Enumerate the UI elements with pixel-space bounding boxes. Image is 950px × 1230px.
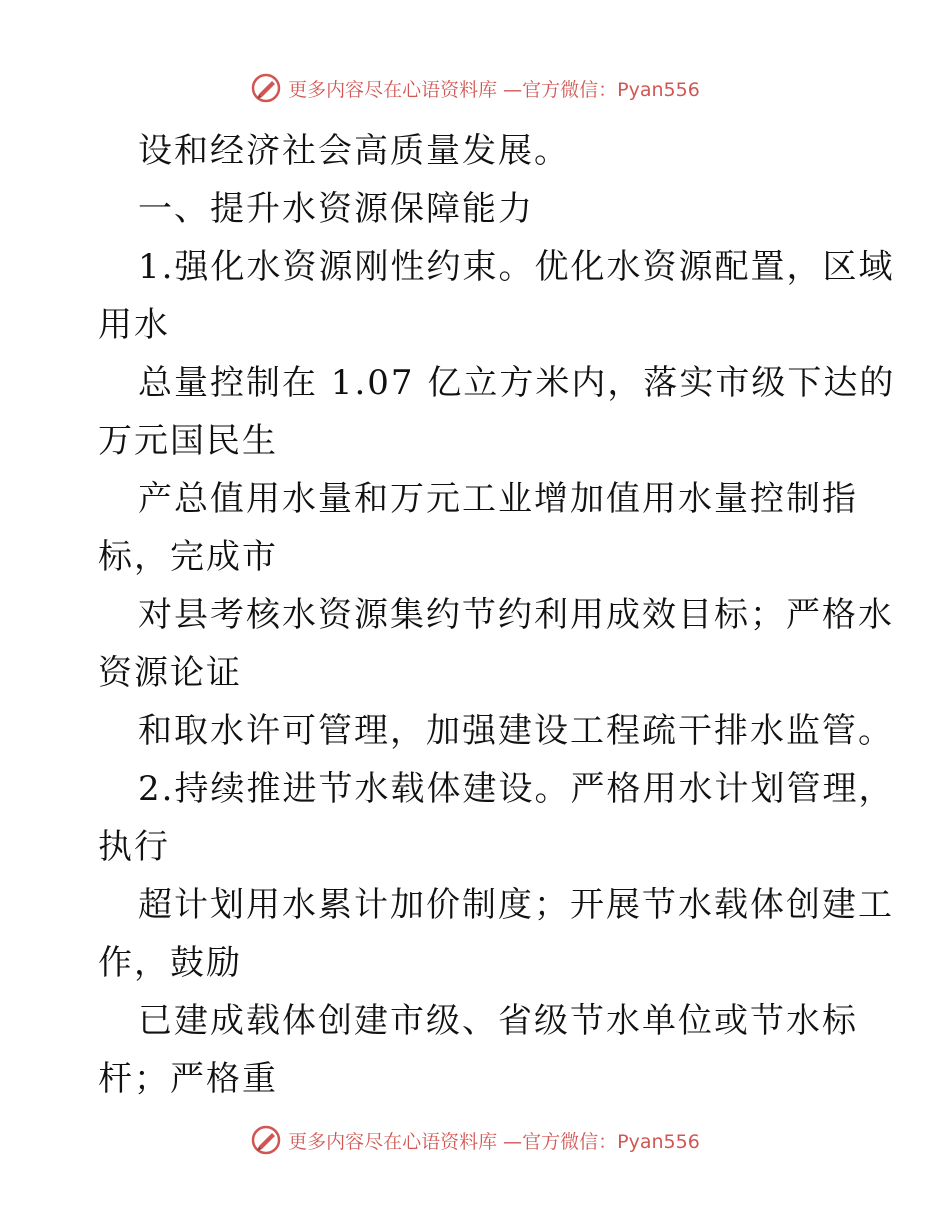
body-line: 作，鼓励 [98, 943, 242, 983]
body-line: 超计划用水累计加价制度；开展节水载体创建工 [138, 885, 894, 925]
header-banner-sub-text: —官方微信：Pyan556 [503, 78, 700, 101]
body-line: 已建成载体创建市级、省级节水单位或节水标 [138, 1001, 858, 1041]
body-line: 杆；严格重 [98, 1059, 278, 1099]
body-line: 标，完成市 [98, 537, 278, 577]
body-line: 对县考核水资源集约节约利用成效目标；严格水 [138, 595, 894, 635]
body-line: 2.持续推进节水载体建设。严格用水计划管理， [138, 769, 895, 809]
footer-watermark-banner [0, 1124, 950, 1156]
body-line: 用水 [98, 305, 170, 345]
pen-logo-icon [250, 1124, 282, 1156]
document-body [98, 122, 896, 1108]
body-line: 1.强化水资源刚性约束。优化水资源配置，区域 [138, 247, 895, 287]
footer-banner-main-text: 更多内容尽在心语资料库 [288, 1130, 498, 1153]
body-line: 资源论证 [98, 653, 242, 693]
pen-logo-icon [250, 72, 282, 104]
body-line: 万元国民生 [98, 421, 278, 461]
body-line: 总量控制在 1.07 亿立方米内，落实市级下达的 [138, 363, 896, 403]
footer-banner-sub-text: —官方微信：Pyan556 [503, 1130, 700, 1153]
body-line: 产总值用水量和万元工业增加值用水量控制指 [138, 479, 858, 519]
body-line: 执行 [98, 827, 170, 867]
body-line: 和取水许可管理，加强建设工程疏干排水监管。 [138, 711, 894, 751]
body-line: 设和经济社会高质量发展。 [138, 131, 570, 171]
header-watermark-banner [0, 72, 950, 104]
section-heading: 一、提升水资源保障能力 [138, 189, 534, 229]
header-banner-main-text: 更多内容尽在心语资料库 [288, 78, 498, 101]
